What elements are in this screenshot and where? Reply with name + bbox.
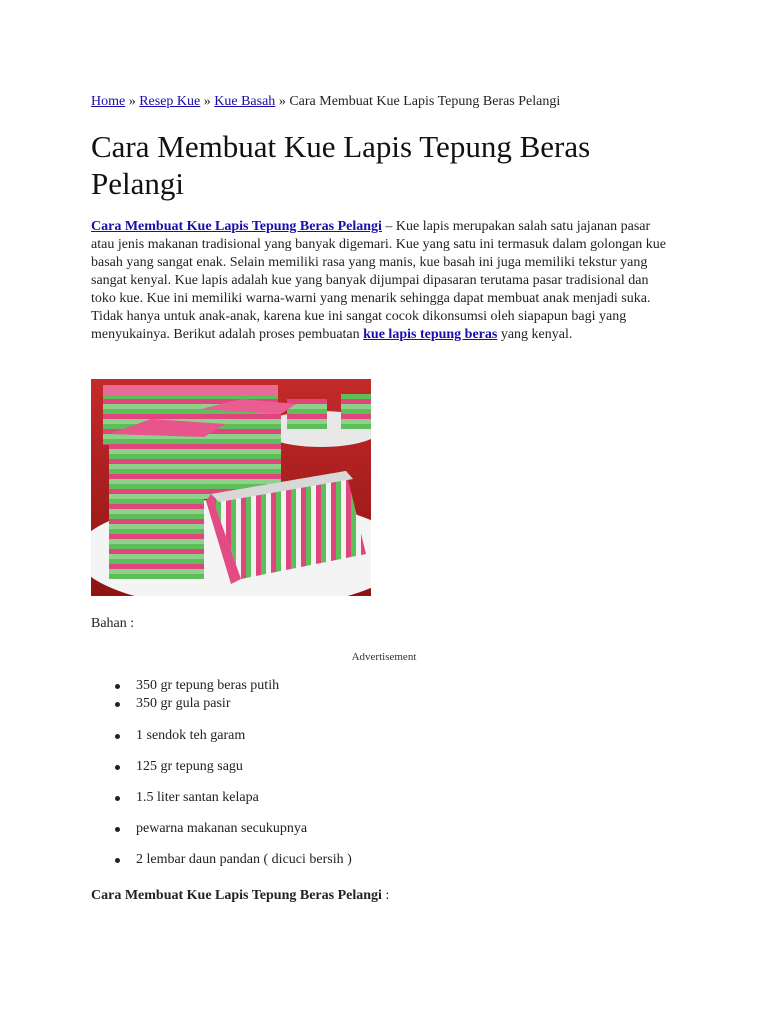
breadcrumb-separator: » bbox=[275, 94, 290, 109]
breadcrumb-separator: » bbox=[200, 94, 215, 109]
rainbow-layer-cake-photo bbox=[91, 379, 371, 596]
bullet-icon bbox=[115, 702, 120, 707]
ingredient-text: 1 sendok teh garam bbox=[136, 728, 246, 743]
breadcrumb-home-link[interactable]: Home bbox=[91, 94, 126, 109]
ingredient-text: pewarna makanan secukupnya bbox=[136, 821, 308, 836]
bullet-icon bbox=[115, 765, 120, 770]
intro-paragraph bbox=[91, 218, 669, 344]
bullet-icon bbox=[115, 684, 120, 689]
breadcrumb-separator: » bbox=[125, 94, 140, 109]
ingredient-text: 2 lembar daun pandan ( dicuci bersih ) bbox=[136, 852, 352, 867]
breadcrumb-current: Cara Membuat Kue Lapis Tepung Beras Pelangi bbox=[289, 94, 561, 109]
steps-heading-text: Cara Membuat Kue Lapis Tepung Beras Pelangi bbox=[91, 888, 382, 903]
ingredient-text: 125 gr tepung sagu bbox=[136, 759, 243, 774]
bullet-icon bbox=[115, 796, 120, 801]
breadcrumb bbox=[91, 93, 560, 111]
steps-heading bbox=[91, 887, 389, 905]
intro-title-link[interactable]: Cara Membuat Kue Lapis Tepung Beras Pelangi bbox=[91, 219, 382, 234]
ingredient-text: 1.5 liter santan kelapa bbox=[136, 790, 259, 805]
page-title: Cara Membuat Kue Lapis Tepung Beras Pelangi bbox=[91, 129, 591, 201]
breadcrumb-resep-kue-link[interactable]: Resep Kue bbox=[139, 94, 201, 109]
kue-lapis-link[interactable]: kue lapis tepung beras bbox=[363, 327, 498, 342]
bahan-label: Bahan : bbox=[91, 616, 135, 631]
breadcrumb-kue-basah-link[interactable]: Kue Basah bbox=[214, 94, 276, 109]
bullet-icon bbox=[115, 734, 120, 739]
ingredient-text: 350 gr gula pasir bbox=[136, 696, 231, 711]
cake-photo-svg bbox=[91, 379, 371, 596]
bullet-icon bbox=[115, 827, 120, 832]
advertisement-label: Advertisement bbox=[351, 651, 417, 663]
intro-text: – Kue lapis merupakan salah satu jajanan pasar atau jenis makanan tradisional yang banyak digemari. Kue yang satu ini termasuk dalam golongan kue basah yang sangat enak. Selain memiliki rasa yang manis, kue basah ini juga memiliki tekstur yang sangat kenyal. Kue lapis adalah kue yang banyak dijumpai dipasaran terutama pasar tradisional dan toko kue. Kue ini memiliki warna-warni yang menarik sehingga dapat membuat anak menjadi suka. Tidak hanya untuk anak-anak, karena kue ini sangat cocok dikonsumsi oleh siapapun bagi yang menyukainya. Berikut adalah proses pembuatan bbox=[91, 219, 666, 342]
bullet-icon bbox=[115, 858, 120, 863]
ingredient-text: 350 gr tepung beras putih bbox=[136, 678, 280, 693]
steps-heading-suffix: : bbox=[381, 888, 390, 903]
intro-text-end: yang kenyal. bbox=[497, 327, 573, 342]
